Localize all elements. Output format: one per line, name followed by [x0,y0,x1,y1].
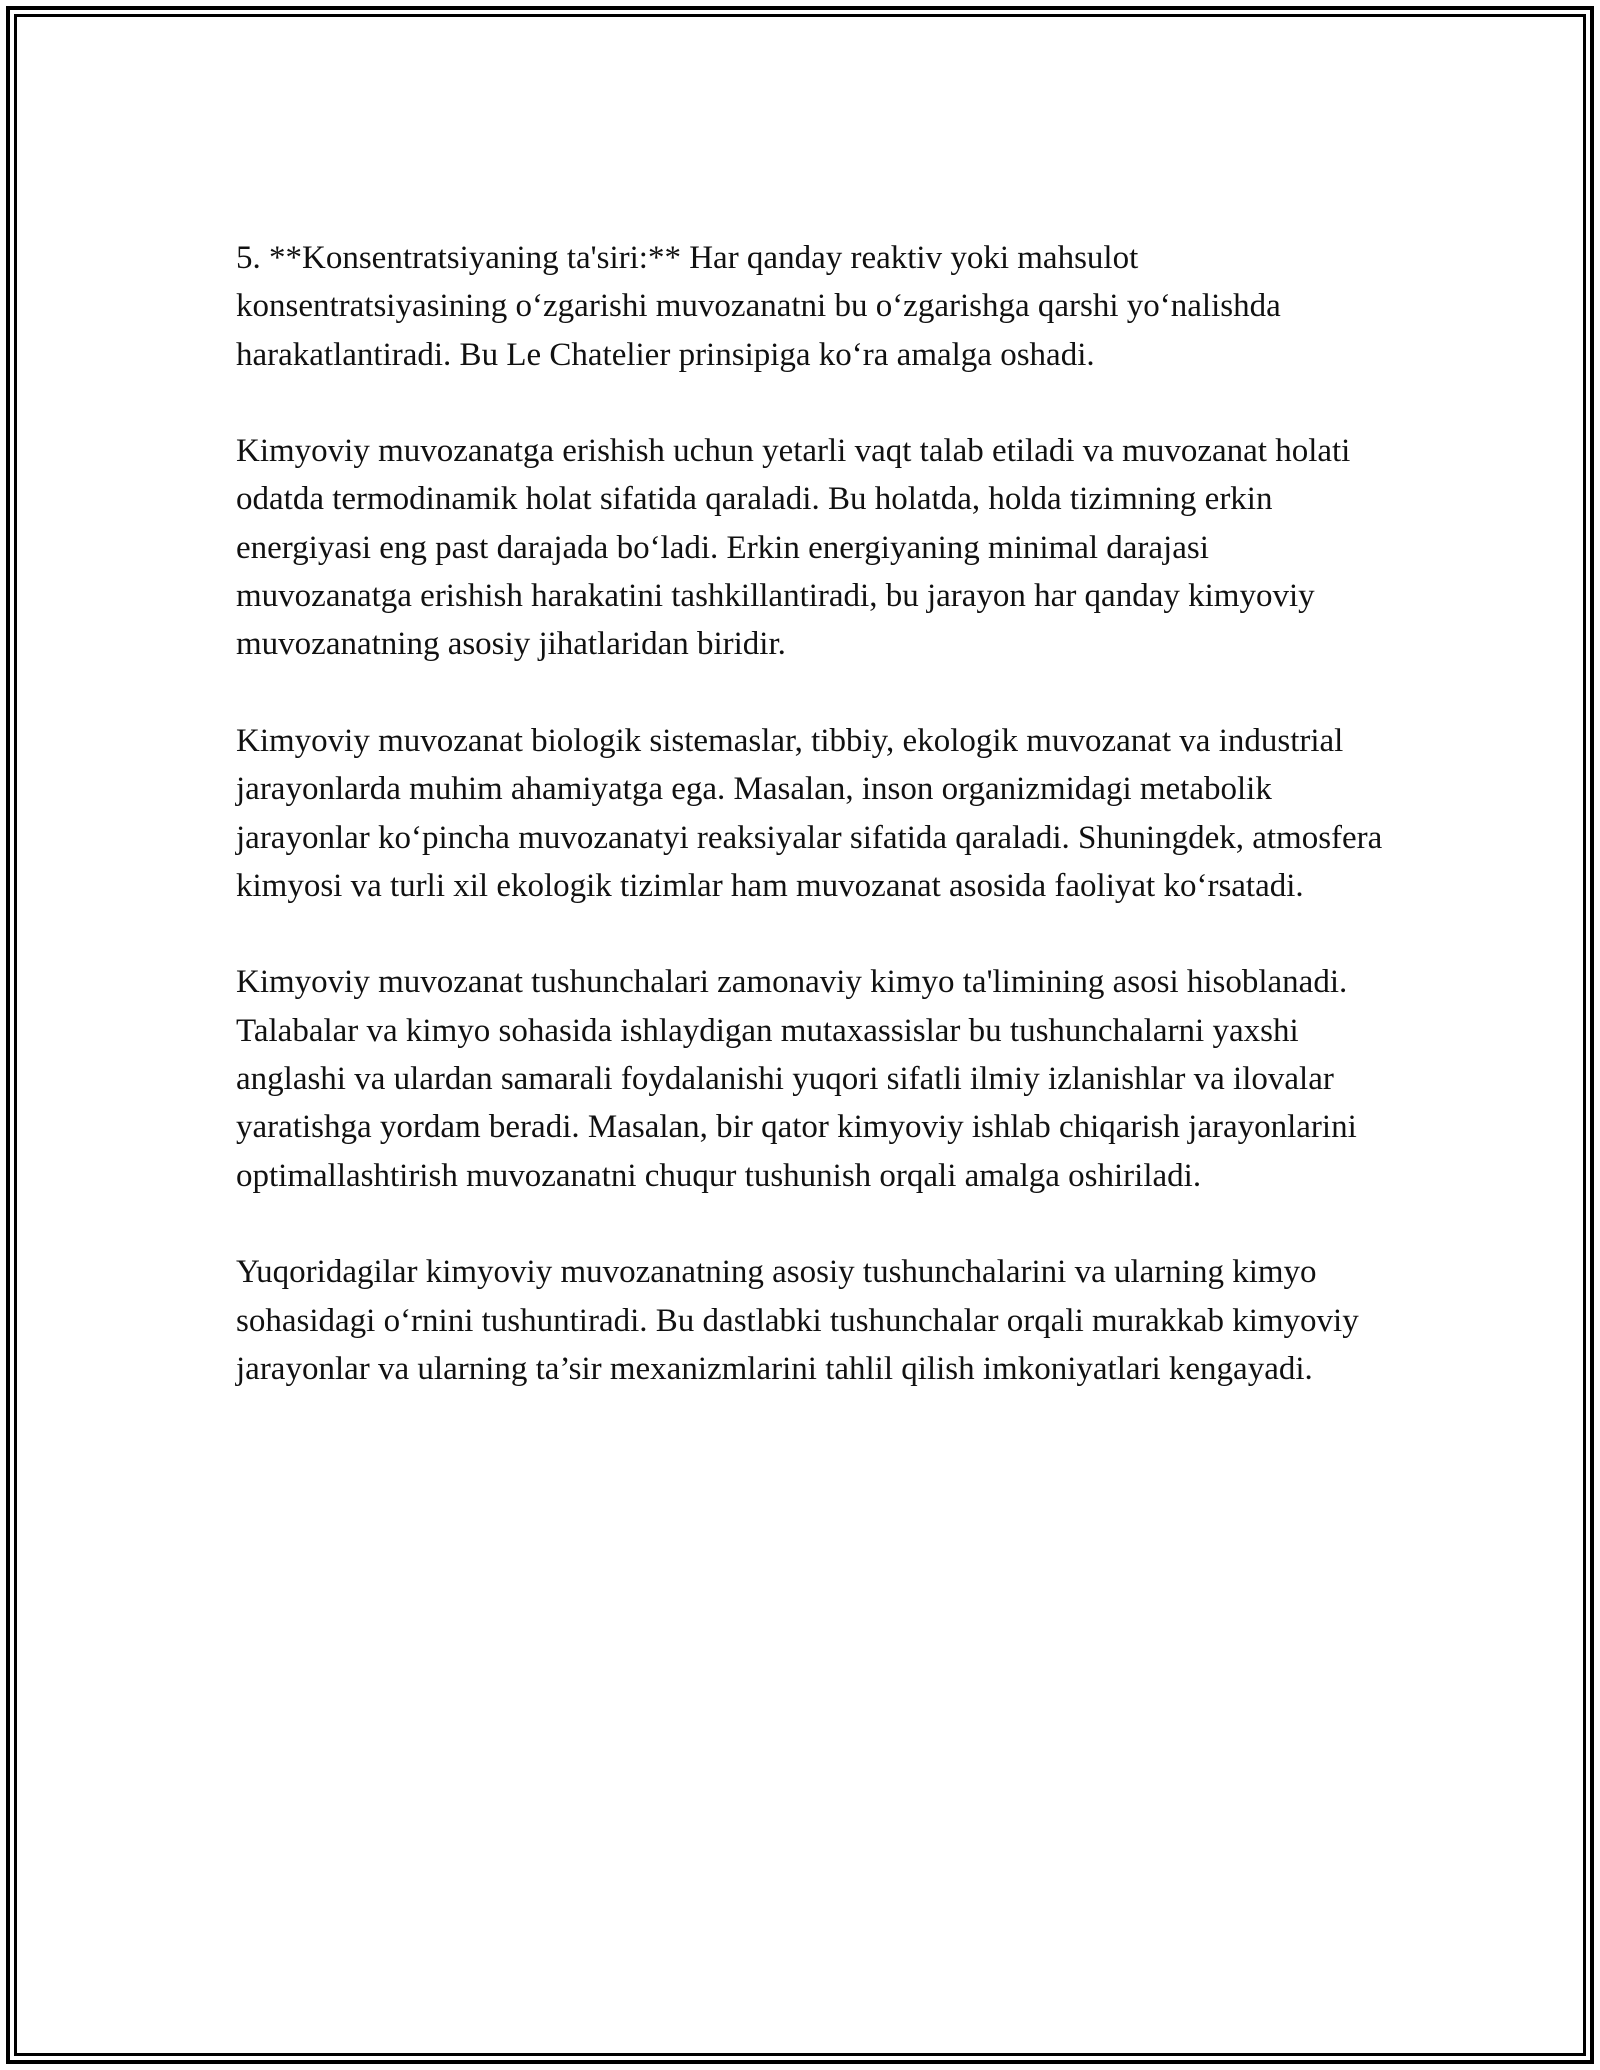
paragraph-education: Kimyoviy muvozanat tushunchalari zamonaviy kimyo ta'limining asosi hisoblanadi. Talabalar va kimyo sohasida ishlaydigan mutaxassislar bu tushunchalarni yaxshi anglashi va ulardan samarali foydalanishi yuqori sifatli ilmiy izlanishlar va ilovalar yaratishga yordam beradi. Masalan, bir qator kimyoviy ishlab chiqarish jarayonlarini optimallashtirish muvozanatni chuqur tushunish orqali amalga oshiriladi. [236,964,1357,1194]
paragraph-concentration-effect: 5. **Konsentratsiyaning ta'siri:** Har qanday reaktiv yoki mahsulot konsentratsiyasining o‘zgarishi muvozanatni bu o‘zgarishga qarshi yo‘nalishda harakatlantiradi. Bu Le Chatelier prinsipiga ko‘ra amalga oshadi. [236,240,1281,373]
paragraph-equilibrium-time: Kimyoviy muvozanatga erishish uchun yetarli vaqt talab etiladi va muvozanat holati odatda termodinamik holat sifatida qaraladi. Bu holatda, holda tizimning erkin energiyasi eng past darajada bo‘ladi. Erkin energiyaning minimal darajasi muvozanatga erishish harakatini tashkillantiradi, bu jarayon har qanday kimyoviy muvozanatning asosiy jihatlaridan biridir. [236,433,1351,663]
paragraph-conclusion: Yuqoridagilar kimyoviy muvozanatning asosiy tushunchalarini va ularning kimyo sohasidagi o‘rnini tushuntiradi. Bu dastlabki tushunchalar orqali murakkab kimyoviy jarayonlar va ularning ta’sir mexanizmlarini tahlil qilish imkoniyatlari kengayadi. [236,1254,1359,1387]
document-body [236,234,1386,1441]
paragraph-applications: Kimyoviy muvozanat biologik sistemaslar, tibbiy, ekologik muvozanat va industrial jarayonlarda muhim ahamiyatga ega. Masalan, inson organizmidagi metabolik jarayonlar ko‘pincha muvozanatyi reaksiyalar sifatida qaraladi. Shuningdek, atmosfera kimyosi va turli xil ekologik tizimlar ham muvozanat asosida faoliyat ko‘rsatadi. [236,722,1383,904]
